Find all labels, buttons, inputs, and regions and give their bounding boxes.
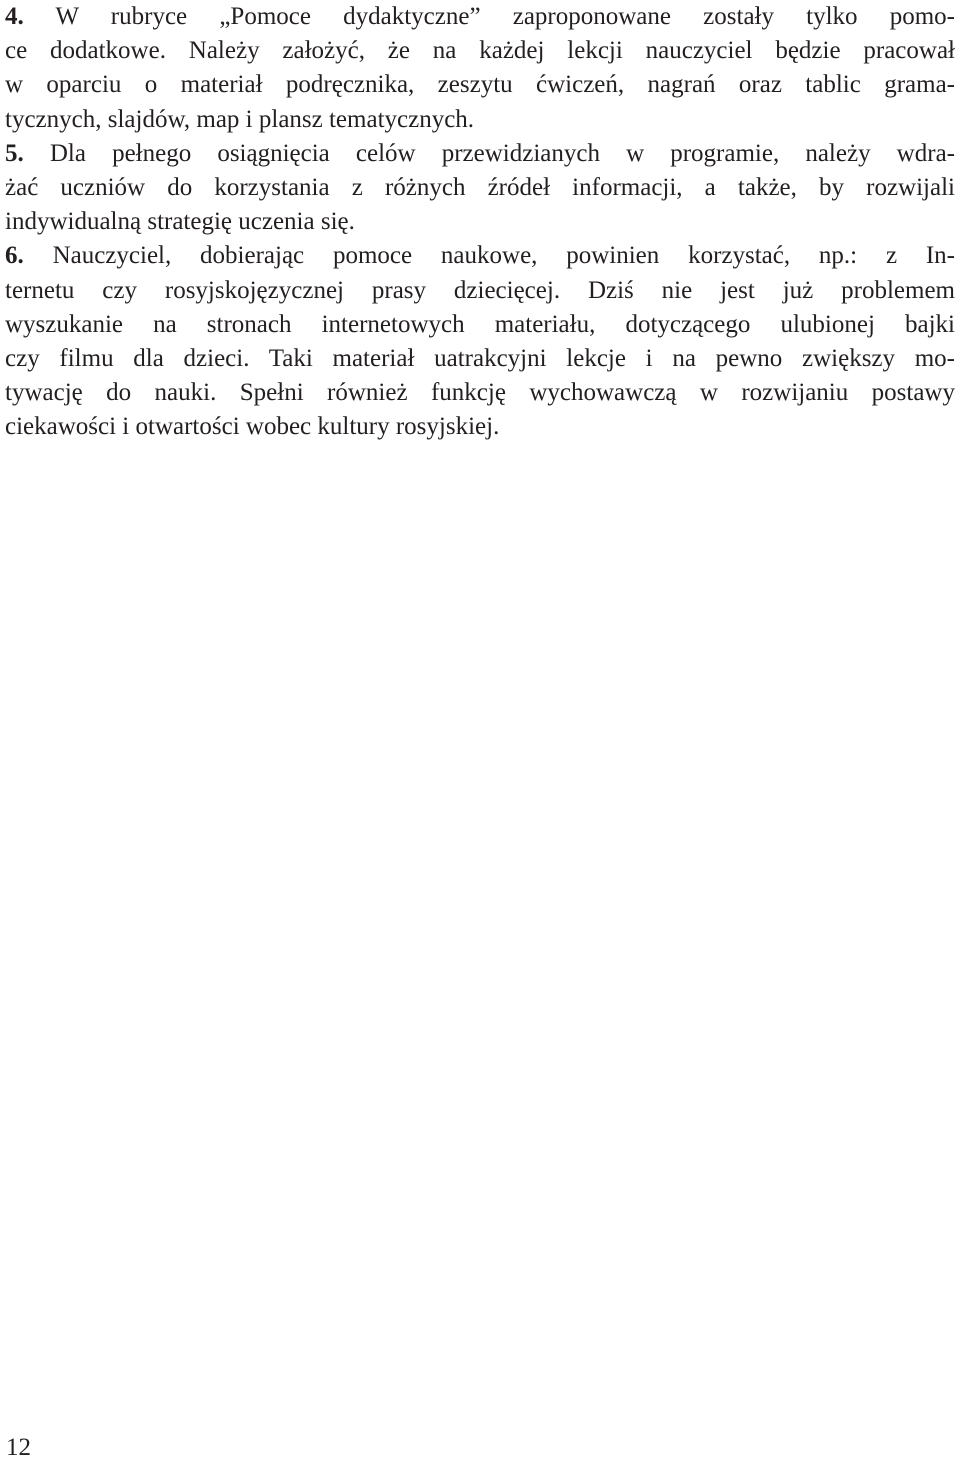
- paragraph-line: tywację do nauki. Spełni również funkcję wychowawczą w rozwijaniu postawy: [5, 379, 955, 407]
- paragraph-line: tycznych, slajdów, map i plansz tematycznych.: [5, 105, 475, 133]
- paragraph-5: [5, 137, 955, 240]
- paragraph-line: indywidualną strategię uczenia się.: [5, 208, 355, 236]
- paragraph-number: 5.: [5, 139, 24, 167]
- page-body: [5, 0, 955, 445]
- paragraph-line: ciekawości i otwartości wobec kultury rosyjskiej.: [5, 413, 500, 441]
- paragraph-line: 6. Nauczyciel, dobierając pomoce naukowe, powinien korzystać, np.: z In-: [5, 242, 955, 270]
- paragraph-line: żać uczniów do korzystania z różnych źródeł informacji, a także, by rozwijali: [5, 174, 955, 202]
- paragraph-6: [5, 239, 955, 444]
- paragraph-line: ternetu czy rosyjskojęzycznej prasy dziecięcej. Dziś nie jest już problemem: [5, 276, 955, 304]
- paragraph-line: wyszukanie na stronach internetowych materiału, dotyczącego ulubionej bajki: [5, 310, 955, 338]
- paragraph-line: czy filmu dla dzieci. Taki materiał uatrakcyjni lekcje i na pewno zwiększy mo-: [5, 345, 955, 373]
- paragraph-line: 5. Dla pełnego osiągnięcia celów przewidzianych w programie, należy wdra-: [5, 139, 955, 167]
- paragraph-line: ce dodatkowe. Należy założyć, że na każdej lekcji nauczyciel będzie pracował: [5, 37, 955, 65]
- paragraph-4: [5, 0, 955, 137]
- paragraph-line: w oparciu o materiał podręcznika, zeszytu ćwiczeń, nagrań oraz tablic grama-: [5, 71, 955, 99]
- paragraph-number: 4.: [5, 3, 24, 30]
- paragraph-number: 6.: [5, 242, 24, 270]
- paragraph-line: 4. W rubryce „Pomoce dydaktyczne” zaproponowane zostały tylko pomo-: [5, 3, 955, 30]
- page-number: 12: [6, 1434, 31, 1461]
